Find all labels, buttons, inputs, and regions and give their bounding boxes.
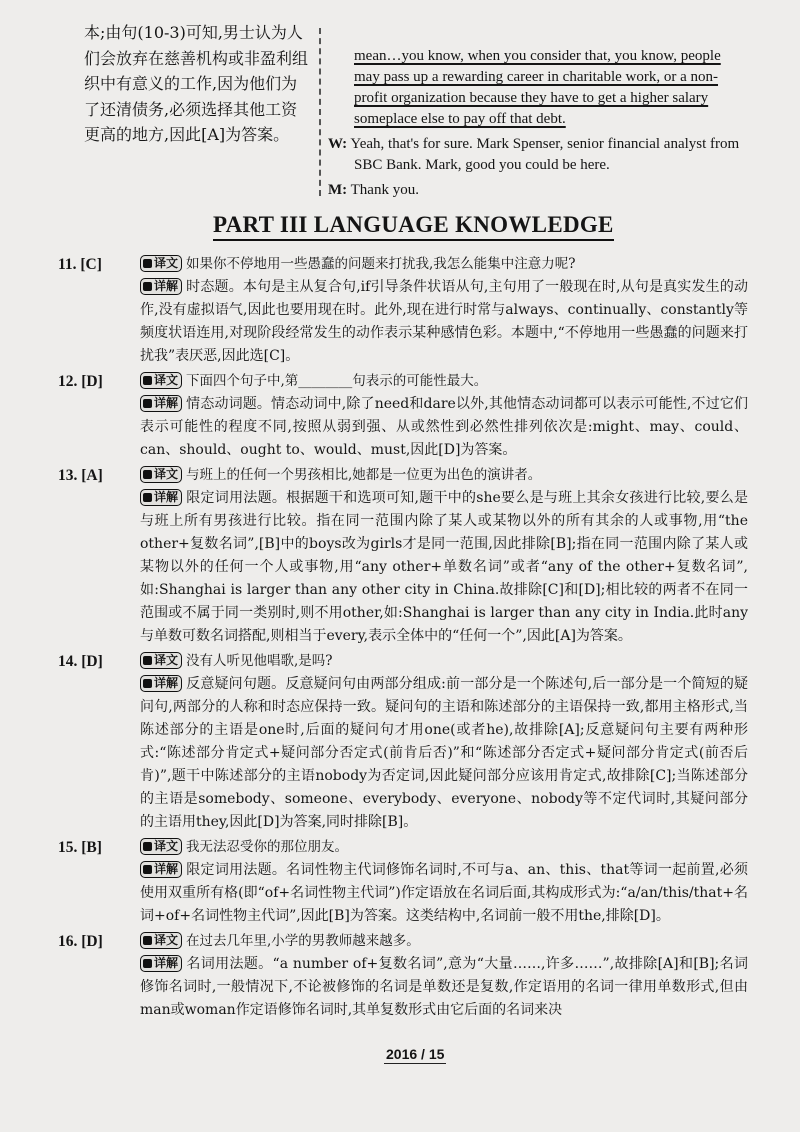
previous-answer-note: 本;由句(10-3)可知,男士认为人们会放弃在慈善机构或非盈利组织中有意义的工作,因为他们为了还清债务,必须选择其他工资更高的地方,因此[A]为答案。 xyxy=(84,23,309,144)
translation-text: 与班上的任何一个男孩相比,她都是一位更为出色的演讲者。 xyxy=(186,467,542,483)
book-icon xyxy=(143,959,152,968)
item-number: 15. [B] xyxy=(58,839,102,856)
explanation-tag: 详解 xyxy=(140,861,182,878)
book-icon xyxy=(143,470,152,479)
book-icon xyxy=(143,842,152,851)
book-icon xyxy=(143,679,152,688)
underlined-quote: mean…you know, when you consider that, you know, people may pass up a rewarding career in charitable work, or a non-profit organization because they have to get a higher salary someplace else to pay off that debt. xyxy=(354,48,721,127)
explanation xyxy=(58,487,748,648)
translation-tag: 译文 xyxy=(140,838,182,855)
answer-item-16 xyxy=(58,930,748,1022)
explanation-tag: 详解 xyxy=(140,675,182,692)
dialogue-excerpt xyxy=(328,46,746,201)
translation-line xyxy=(58,930,748,953)
dialogue-line-m xyxy=(328,180,746,201)
explanation xyxy=(58,859,748,928)
explanation-tag: 详解 xyxy=(140,955,182,972)
answer-item-12 xyxy=(58,370,748,462)
explanation xyxy=(58,276,748,368)
explanation-text: 名词用法题。“a number of+复数名词”,意为“大量……,许多……”,故排除[A]和[B];名词修饰名词时,一般情况下,不论被修饰的名词是单数还是复数,作定语用的名词一律用单数形式,但由man或woman作定语修饰名词时,其单复数形式由它后面的名词来决 xyxy=(140,956,748,1018)
translation-tag: 译文 xyxy=(140,932,182,949)
answer-item-13 xyxy=(58,464,748,648)
translation-tag: 译文 xyxy=(140,466,182,483)
answer-item-11 xyxy=(58,253,748,368)
speaker-w: W: xyxy=(328,136,348,152)
translation-tag: 译文 xyxy=(140,652,182,669)
dialogue-line-w xyxy=(328,134,746,176)
explanation-text: 时态题。本句是主从复合句,if引导条件状语从句,主句用了一般现在时,从句是真实发生的动作,没有虚拟语气,因此也要用现在时。此外,现在进行时常与always、continually、constantly等频度状语连用,对现阶段经常发生的动作表示某种感情色彩。本题中,“不停地用一些愚蠢的问题来打扰我”表厌恶,因此选[C]。 xyxy=(140,279,748,364)
item-number: 16. [D] xyxy=(58,933,103,950)
answer-item-14 xyxy=(58,650,748,834)
item-number: 11. [C] xyxy=(58,256,102,273)
translation-tag: 译文 xyxy=(140,372,182,389)
translation-text: 在过去几年里,小学的男教师越来越多。 xyxy=(186,933,420,949)
explanation xyxy=(58,673,748,834)
translation-line xyxy=(58,836,748,859)
translation-text: 如果你不停地用一些愚蠢的问题来打扰我,我怎么能集中注意力呢? xyxy=(186,256,576,272)
speaker-m-text: Thank you. xyxy=(350,182,419,198)
answer-item-15 xyxy=(58,836,748,928)
translation-line xyxy=(58,464,748,487)
book-icon xyxy=(143,865,152,874)
book-icon xyxy=(143,376,152,385)
column-divider xyxy=(319,28,321,196)
part-title: PART III LANGUAGE KNOWLEDGE xyxy=(213,212,614,241)
book-icon xyxy=(143,656,152,665)
explanation xyxy=(58,393,748,462)
item-number: 12. [D] xyxy=(58,373,103,390)
translation-tag: 译文 xyxy=(140,255,182,272)
item-number: 13. [A] xyxy=(58,467,103,484)
translation-line xyxy=(58,253,748,276)
translation-line xyxy=(58,370,748,393)
translation-text: 我无法忍受你的那位朋友。 xyxy=(186,839,349,855)
explanation-tag: 详解 xyxy=(140,395,182,412)
answer-items xyxy=(58,253,748,1024)
explanation-text: 限定词用法题。名词性物主代词修饰名词时,不可与a、an、this、that等词一起前置,必须使用双重所有格(即“of+名词性物主代词”)作定语放在名词后面,其构成形式为:“a/an/this/that+名词+of+名词性物主代词”,因此[B]为答案。这类结构中,名词前一般不用the,排除[D]。 xyxy=(140,862,748,924)
explanation-text: 限定词用法题。根据题干和选项可知,题干中的she要么是与班上其余女孩进行比较,要么是与班上所有男孩进行比较。指在同一范围内除了某人或某物以外的所有其余的人或事物,用“the other+复数名词”,[B]中的boys改为girls才是同一范围,因此排除[B];指在同一范围内除了某人或某物以外的任何一个人或事物,用“any other+单数名词”或者“any of the other+复数名词”,如:Shanghai is larger than any other city in China.故排除[C]和[D];相比较的两者不在同一范围或不属于同一类别时,则不用other,如:Shanghai is larger than any city in India.此时any与单数可数名词搭配,则相当于every,表示全体中的“任何一个”,因此[A]为答案。 xyxy=(140,490,748,644)
book-icon xyxy=(143,259,152,268)
translation-text: 下面四个句子中,第________句表示的可能性最大。 xyxy=(186,373,488,389)
explanation xyxy=(58,953,748,1022)
speaker-m: M: xyxy=(328,182,348,198)
speaker-w-text: Yeah, that's for sure. Mark Spenser, senior financial analyst from SBC Bank. Mark, good you could be here. xyxy=(350,136,740,173)
translation-text: 没有人听见他唱歌,是吗? xyxy=(186,653,333,669)
translation-line xyxy=(58,650,748,673)
book-icon xyxy=(143,282,152,291)
explanation-tag: 详解 xyxy=(140,278,182,295)
explanation-tag: 详解 xyxy=(140,489,182,506)
page-number: 2016 / 15 xyxy=(386,1046,445,1062)
book-icon xyxy=(143,493,152,502)
explanation-text: 情态动词题。情态动词中,除了need和dare以外,其他情态动词都可以表示可能性,不过它们表示可能性的程度不同,按照从弱到强、从或然性到必然性排列依次是:might、may、could、can、should、ought to、would、must,因此[D]为答案。 xyxy=(140,396,748,458)
book-icon xyxy=(143,936,152,945)
book-icon xyxy=(143,399,152,408)
item-number: 14. [D] xyxy=(58,653,103,670)
explanation-text: 反意疑问句题。反意疑问句由两部分组成:前一部分是一个陈述句,后一部分是一个简短的疑问句,两部分的人称和时态应保持一致。疑问句的主语和陈述部分的主语保持一致,都用主格形式,当陈述部分的主语是one时,后面的疑问句才用one(或者he),故排除[A];反意疑问句主要有两种形式:“陈述部分肯定式+疑问部分否定式(前肯后否)”和“陈述部分否定式+疑问部分肯定式(前否后肯)”,题干中陈述部分的主语nobody为否定词,因此疑问部分应该用肯定式,故排除[C];当陈述部分的主语是somebody、someone、everybody、everyone、nobody等不定代词时,其疑问部分的主语用they,因此[D]为答案,同时排除[B]。 xyxy=(140,676,748,830)
